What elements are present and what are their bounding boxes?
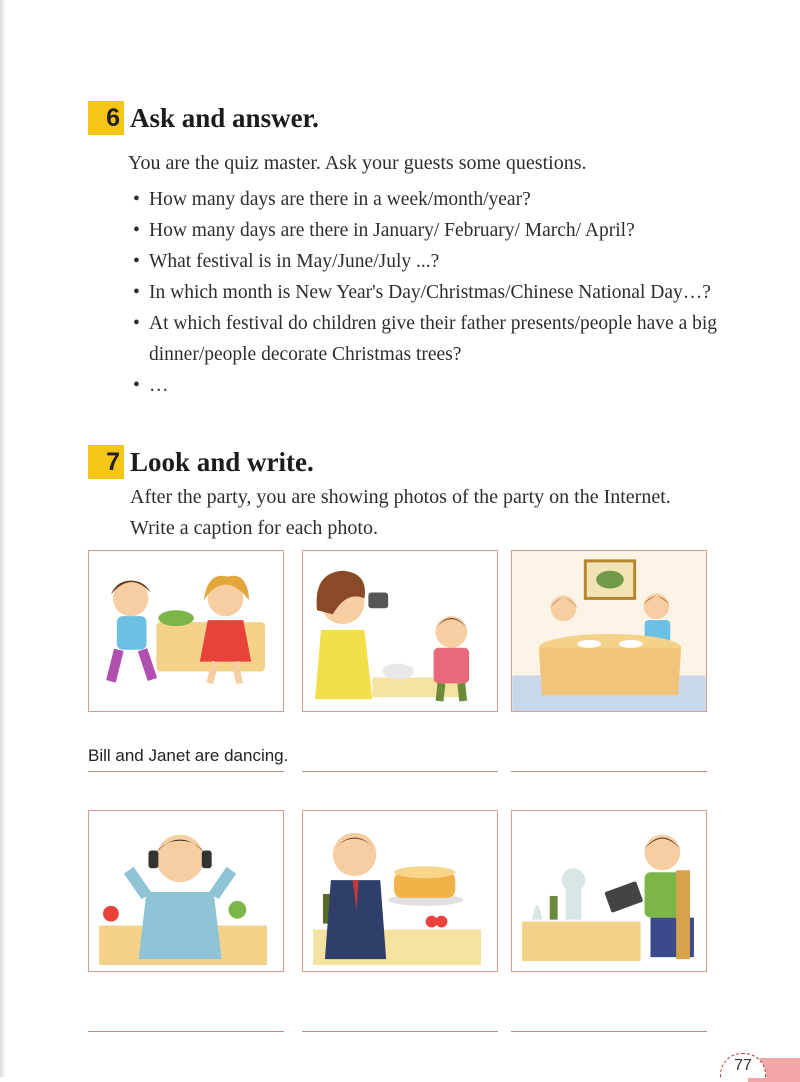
- photo-man-with-tablet: [511, 810, 707, 972]
- question-item: • What festival is in May/June/July ...?: [131, 246, 731, 277]
- question-item: • How many days are there in a week/month/year?: [131, 184, 731, 215]
- answer-line-6[interactable]: [511, 1031, 707, 1032]
- photo-dancing-children: [88, 550, 284, 712]
- section-7-title: Look and write.: [130, 446, 314, 477]
- answer-line-2[interactable]: [302, 771, 498, 772]
- section-7-intro-line-2: Write a caption for each photo.: [130, 517, 378, 539]
- question-item: • …: [131, 370, 731, 401]
- example-caption: Bill and Janet are dancing.: [88, 746, 289, 765]
- section-6-title: Ask and answer.: [130, 102, 319, 133]
- answer-line-1[interactable]: [88, 771, 284, 772]
- answer-line-4[interactable]: [88, 1031, 284, 1032]
- question-list: [131, 184, 731, 401]
- section-7-heading: [88, 444, 314, 480]
- section-7-intro-line-1: After the party, you are showing photos of the party on the Internet.: [130, 486, 671, 508]
- question-item: • How many days are there in January/ February/ March/ April?: [131, 215, 731, 246]
- answer-line-5[interactable]: [302, 1031, 498, 1032]
- photo-man-with-cake: [302, 810, 498, 972]
- photo-dinner-table: [511, 550, 707, 712]
- section-6-number: 6: [88, 101, 124, 135]
- section-6-intro: You are the quiz master. Ask your guests some questions.: [128, 152, 587, 174]
- page-number: 77: [720, 1053, 766, 1078]
- page-spine-shadow: [0, 0, 6, 1077]
- question-item: • At which festival do children give their father presents/people have a big dinner/people decorate Christmas trees?: [131, 308, 731, 370]
- question-item: • In which month is New Year's Day/Christmas/Chinese National Day…?: [131, 277, 731, 308]
- section-6-heading: [88, 100, 319, 136]
- section-7-number: 7: [88, 445, 124, 479]
- answer-line-3[interactable]: [511, 771, 707, 772]
- photo-taking-picture: [302, 550, 498, 712]
- photo-man-listening-music: [88, 810, 284, 972]
